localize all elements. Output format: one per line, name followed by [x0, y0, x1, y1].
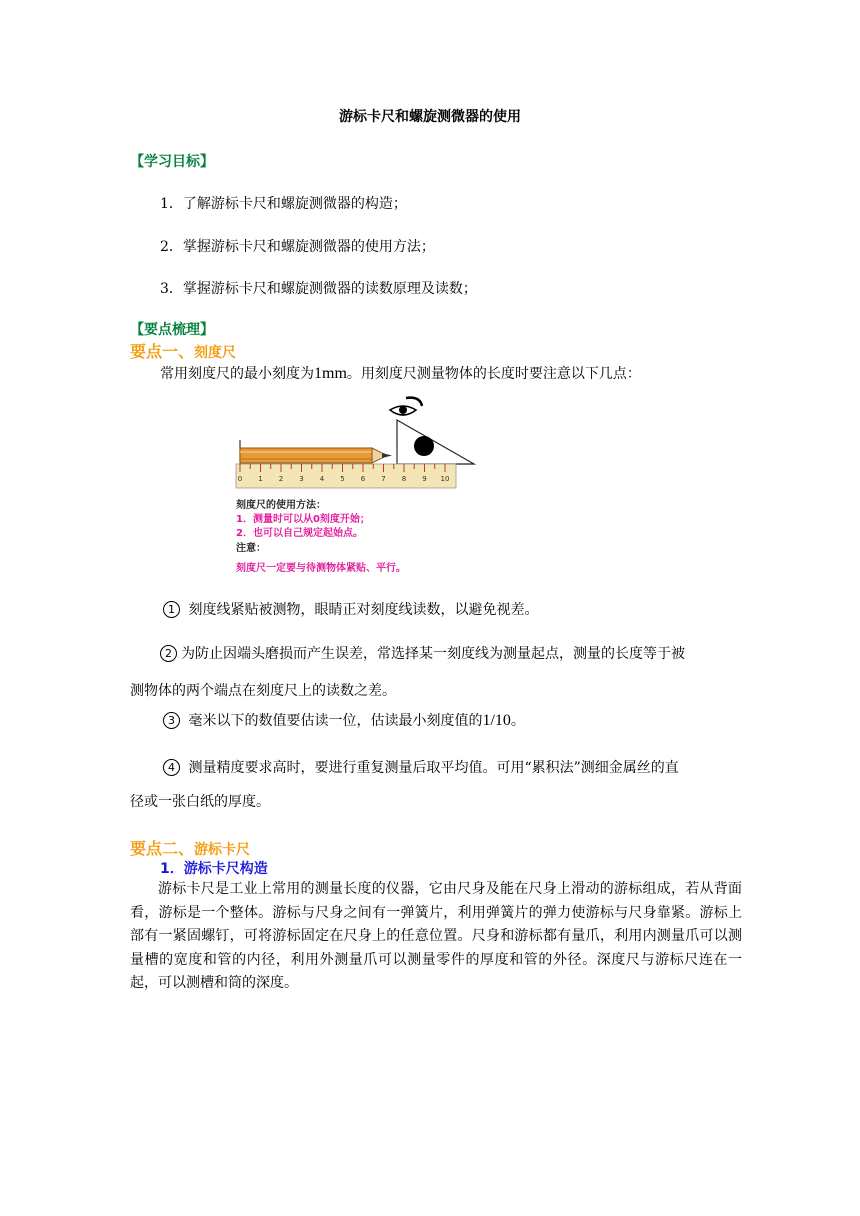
note-marker-2: 2 — [160, 645, 177, 662]
ruler-tick-label: 5 — [340, 475, 345, 483]
ruler-tick-label: 3 — [299, 475, 304, 483]
note-text-1: 刻度线紧贴被测物，眼睛正对刻度线读数，以避免视差。 — [188, 602, 539, 618]
point2-heading — [130, 836, 250, 859]
note-3 — [163, 710, 525, 730]
note-marker-4: 4 — [163, 759, 180, 776]
eye-icon — [390, 398, 422, 415]
note-4-cont: 径或一张白纸的厚度。 — [130, 794, 270, 810]
note-text-2-line1: 为防止因端头磨损而产生误差，常选择某一刻度线为测量起点，测量的长度等于被 — [181, 646, 685, 662]
section-heading-goals: 【学习目标】 — [130, 154, 214, 170]
section-heading-outline: 【要点梳理】 — [130, 322, 214, 338]
ruler-figure — [222, 388, 482, 578]
goal-item-1: 1．了解游标卡尺和螺旋测微器的构造； — [160, 196, 407, 212]
point2-heading-sub: 游标卡尺 — [194, 842, 251, 858]
page-title: 游标卡尺和螺旋测微器的使用 — [339, 109, 521, 125]
point2-paragraph: 游标卡尺是工业上常用的测量长度的仪器，它由尺身及能在尺身上滑动的游标组成，若从背面看，游标是一个整体。游标与尺身之间有一弹簧片，利用弹簧片的弹力使游标与尺身靠紧。游标上部有一紧固螺钉，可将游标固定在尺身上的任意位置。尺身和游标都有量爪，利用内测量爪可以测量槽的宽度和管的内径，利用外测量爪可以测量零件的厚度和管的外径。深度尺与游标尺连在一起，可以测槽和筒的深度。 — [130, 881, 742, 991]
note-text-3-post: 。 — [510, 713, 525, 729]
point1-heading — [130, 339, 236, 362]
ruler-tick-label: 7 — [381, 475, 386, 483]
ruler-tick-label: 6 — [360, 475, 366, 483]
pencil — [240, 448, 392, 463]
ruler-tick-label: 0 — [237, 475, 243, 483]
note-2-cont: 测物体的两个端点在刻度尺上的读数之差。 — [130, 683, 396, 699]
note-4 — [163, 757, 679, 777]
caption-item-1: 1．测量时可以从0刻度开始； — [236, 514, 370, 525]
point2-subheading: 1．游标卡尺构造 — [160, 861, 268, 877]
set-square — [397, 420, 474, 464]
intro-text: 常用刻度尺的最小刻度为 — [160, 366, 314, 382]
ruler-tick-label: 4 — [319, 475, 325, 483]
caption-title: 刻度尺的使用方法： — [236, 500, 326, 511]
ruler-tick-label: 10 — [440, 475, 450, 483]
caption-note-label: 注意： — [236, 543, 266, 554]
note-2 — [160, 643, 685, 663]
point1-heading-sub: 刻度尺 — [194, 345, 237, 361]
point1-heading-main: 要点一、 — [130, 342, 195, 361]
note-marker-1: 1 — [163, 601, 180, 618]
caption-note: 刻度尺一定要与待测物体紧贴、平行。 — [236, 563, 406, 574]
goal-item-3: 3．掌握游标卡尺和螺旋测微器的读数原理及读数； — [160, 281, 477, 297]
note-text-3: 毫米以下的数值要估读一位，估读最小刻度值的 — [188, 713, 483, 729]
note-marker-3: 3 — [163, 712, 180, 729]
ruler-tick-label: 2 — [278, 475, 284, 483]
goal-item-2: 2．掌握游标卡尺和螺旋测微器的使用方法； — [160, 239, 435, 255]
ruler-tick-label: 8 — [401, 475, 407, 483]
intro-value: 1mm — [314, 365, 347, 382]
caption-item-2: 2．也可以自己规定起始点。 — [236, 528, 363, 539]
note-3-value: 1/10 — [482, 712, 511, 729]
note-1 — [163, 599, 538, 619]
note-text-4-line1: 测量精度要求高时，要进行重复测量后取平均值。可用“累积法”测细金属丝的直 — [188, 760, 679, 776]
ruler-tick-label: 1 — [258, 475, 263, 483]
point2-heading-main: 要点二、 — [130, 839, 195, 858]
intro-text-post: 。用刻度尺测量物体的长度时要注意以下几点： — [346, 366, 641, 382]
ruler-tick-label: 9 — [422, 475, 427, 483]
point1-intro — [160, 363, 641, 383]
